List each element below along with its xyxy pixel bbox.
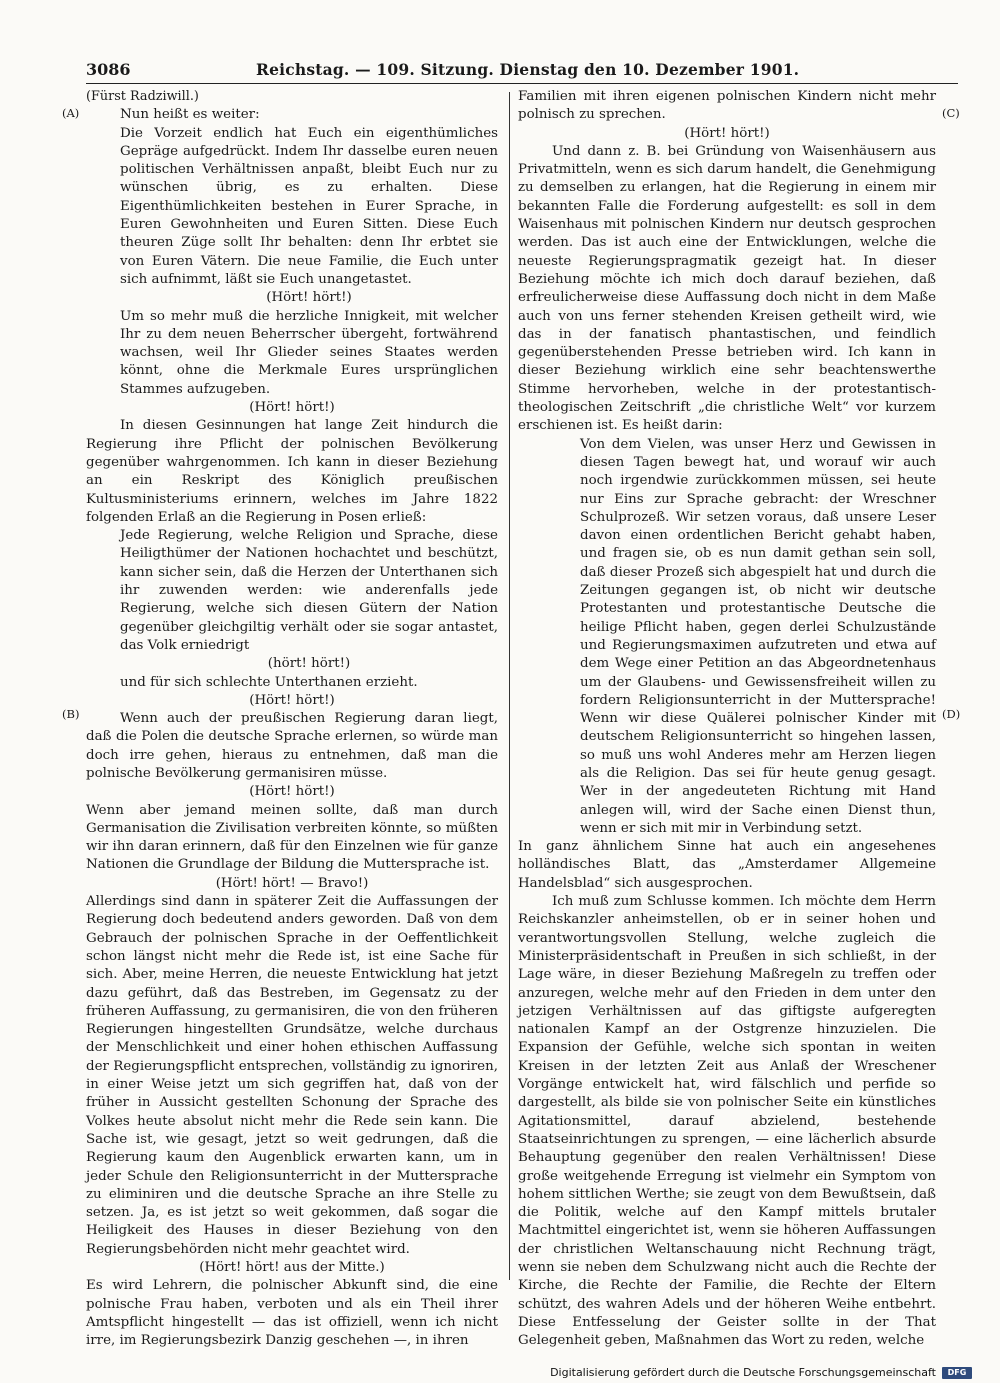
paragraph: In ganz ähnlichem Sinne hat auch ein angesehenes holländisches Blatt, das „Amsterdamer Allgemeine Handelsblad“ sich ausgesprochen. — [518, 839, 936, 891]
left-column — [86, 88, 498, 1350]
page-number: 3086 — [86, 60, 131, 79]
paragraph: In diesen Gesinnungen hat lange Zeit hindurch die Regierung ihre Pflicht der polnischen Bevölkerung gegenüber wahrgenommen. Ich kann in dieser Beziehung an ein Reskript des Königlich preußischen Kultusministeriums erinnern, welches im Jahre 1822 folgenden Erlaß an die Regierung in Posen erließ: — [86, 418, 498, 525]
margin-marker-a: (A) — [62, 106, 80, 120]
paragraph: Ich muß zum Schlusse kommen. Ich möchte dem Herrn Reichskanzler anheimstellen, ob er in seiner hohen und verantwortungsvollen Stellung, welche zugleich die Ministerpräsidentschaft in Preußen in sich schließt, in der Lage wäre, in dieser Beziehung Maßregeln zu treffen oder anzuregen, welche mehr auf den Frieden in dem unter den jetzigen Verhältnissen auf das giftigste aufgeregten nationalen Kampf an der Ostgrenze hinzuzielen. Die Expansion der Gefühle, welche sich spontan in weiten Kreisen in der letzten Zeit aus Anlaß der Wreschener Vorgänge entwickelt hat, wird fälschlich und perfide so dargestellt, als bilde sie von polnischer Seite ein künstliches Agitationsmittel, darauf abzielend, bestehende Staatseinrichtungen zu sprengen, — eine lächerlich absurde Behauptung gegenüber den realen Verhältnissen! Diese große weitgehende Erregung ist vielmehr ein Symptom von hohem sittlichen Werthe; sie zeugt von dem Bewußtsein, daß die Politik, welche auf den Kampf mittels brutaler Machtmittel eingerichtet ist, wenn sie höheren Auffassungen der christlichen Weltanschauung nicht Rechnung trägt, wenn sie neben dem Schulzwang nicht auch die Rechte der Kirche, die Rechte der Familie, die Rechte der Eltern schützt, des wahren Adels und der höheren Weihe entbehrt. Diese Entfesselung der Geister sollte in der That Gelegenheit geben, Maßnahmen das Wort zu reden, welche — [518, 894, 936, 1349]
footer-text: Digitalisierung gefördert durch die Deutsche Forschungsgemeinschaft — [550, 1366, 936, 1379]
quotation: Die Vorzeit endlich hat Euch ein eigenthümliches Gepräge aufgedrückt. Indem Ihr dasselbe euren neuen politischen Verhältnissen anpaßt, bleibt Euch nur zu wünschen übrig, es zu erhalten. Diese Eigenthümlichkeiten bestehen in Eurer Sprache, in Euren Gewohnheiten und Euren Sitten. Diese Euch theuren Züge sollt Ihr behalten: denn Ihr erbtet sie von Euren Vätern. Die neue Familie, die Euch unter sich aufnimmt, läßt sie Euch unangetastet. — [120, 125, 498, 287]
column-divider — [509, 92, 510, 1280]
interjection: (Hört! hört!) — [249, 400, 335, 416]
interjection: (Hört! hört!) — [249, 692, 335, 708]
running-title: Reichstag. — 109. Sitzung. Dienstag den 10. Dezember 1901. — [256, 60, 800, 79]
quotation: Von dem Vielen, was unser Herz und Gewissen in diesen Tagen bewegt hat, und worauf wir auch noch irgendwie zurückkommen müssen, sei heute nur Eins zur Sprache gebracht: der Wreschner Schulprozeß. Wir setzen voraus, daß unsere Leser davon einen ordentlichen Bericht gehabt haben, und fragen sie, ob es nun damit gethan sein soll, daß dieser Prozeß sich abgespielt hat und durch die Zeitungen gegangen ist, ob nicht wir deutsche Protestanten und protestantische Deutsche die heilige Pflicht haben, gegen derlei Schulzustände und Regierungsmaximen aufzutreten und etwa auf dem Wege einer Petition an das Abgeordnetenhaus um der Glaubens- und Gewissensfreiheit willen zu fordern Religionsunterricht in der Muttersprache! Wenn wir diese Quälerei polnischer Kinder mit deutschem Religionsunterricht so hingehen lassen, so muß uns wohl Anderes mehr am Herzen liegen als die Religion. Das sei für heute genug gesagt. Wer in der angedeuteten Richtung mit Hand anlegen will, wird der Sache einen Dienst thun, wenn er sich mit mir in Verbindung setzt. — [580, 436, 936, 836]
quotation: und für sich schlechte Unterthanen erzieht. — [120, 674, 418, 690]
interjection: (Hört! hört! — Bravo!) — [215, 875, 369, 891]
paragraph: Wenn auch der preußischen Regierung daran liegt, daß die Polen die deutsche Sprache erlernen, so würde man doch irre gehen, hieraus zu entnehmen, daß man die polnische Bevölkerung germanisiren müsse. — [86, 711, 498, 781]
margin-marker-d: (D) — [942, 707, 961, 721]
footer-credit — [550, 1366, 972, 1379]
paragraph: Familien mit ihren eigenen polnischen Kindern nicht mehr polnisch zu sprechen. — [518, 89, 936, 123]
margin-marker-b: (B) — [62, 707, 80, 721]
paragraph: Und dann z. B. bei Gründung von Waisenhäusern aus Privatmitteln, wenn es sich darum handelt, die Genehmigung zu demselben zu erlangen, hat die Regierung in einem mir bekannten Falle die Forderung aufgestellt: es soll in dem Waisenhaus mit polnischen Kindern nur deutsch gesprochen werden. Das ist auch eine der Entwicklungen, welche die neueste Regierungspragmatik gezeigt hat. In dieser Beziehung möchte ich mich doch darauf beziehen, daß erfreulicherweise diese Auffassung doch nicht in dem Maße auch von uns ferner stehenden Kreisen getheilt wird, wie das in der fanatisch phantastischen, und feindlich gegenüberstehenden Presse betrieben wird. Ich kann in dieser Beziehung wirklich eine sehr beachtenswerthe Stimme hervorheben, welche in der protestantisch-theologischen Zeitschrift „die christliche Welt“ vor kurzem erschienen ist. Es heißt darin: — [518, 143, 936, 434]
dfg-logo: DFG — [942, 1367, 972, 1379]
quotation: Um so mehr muß die herzliche Innigkeit, mit welcher Ihr zu dem neuen Beherrscher übergeht, fortwährend wachsen, weil Ihr Glieder seines Staates werden könnt, ohne die Merkmale Eures ursprünglichen Stammes aufzugeben. — [120, 308, 498, 397]
speaker-note: (Fürst Radziwill.) — [86, 89, 199, 104]
header-rule — [86, 83, 958, 84]
interjection: (Hört! hört! aus der Mitte.) — [199, 1260, 385, 1275]
margin-marker-c: (C) — [942, 106, 960, 120]
paragraph: Allerdings sind dann in späterer Zeit die Auffassungen der Regierung doch bedeutend anders geworden. Daß von dem Gebrauch der polnischen Sprache in der Oeffentlichkeit schon längst nicht mehr die Rede ist, ist eine Sache für sich. Aber, meine Herren, die neueste Entwicklung hat jetzt dazu geführt, daß das Bestreben, im Gegensatz zu der früheren Auffassung, zu germanisiren, die von den früheren Regierungen hingestellten Grundsätze, welche durchaus der Menschlichkeit und einer hohen ethischen Auffassung der Regierungspflicht entsprechen, vollständig zu ignoriren, in einer Weise jetzt um sich gegriffen hat, daß von der früher in Aussicht gestellten Schonung der Sprache des Volkes heute absolut nicht mehr die Rede sein kann. Die Sache ist, wie gesagt, jetzt so weit gedrungen, daß die Regierung kaum den Augenblick erwarten kann, um in jeder Schule den Religionsunterricht in der Muttersprache zu eliminiren und die deutsche Sprache an ihre Stelle zu setzen. Ja, es ist jetzt so weit gekommen, daß sogar die Heiligkeit des Hauses in dieser Beziehung von den Regierungsbehörden nicht mehr geachtet wird. — [86, 894, 498, 1257]
interjection: (Hört! hört!) — [249, 784, 335, 800]
interjection: (hört! hört!) — [267, 656, 351, 672]
paragraph: Nun heißt es weiter: — [120, 107, 260, 123]
paragraph: Es wird Lehrern, die polnischer Abkunft sind, die eine polnische Frau haben, verboten und als ein Theil ihrer Amtspflicht hingestellt — das ist offiziell, wenn ich nicht irre, im Regierungsbezirk Danzig geschehen —, in ihren — [86, 1278, 498, 1349]
interjection: (Hört! hört!) — [684, 125, 770, 141]
interjection: (Hört! hört!) — [266, 290, 352, 306]
paragraph: Wenn aber jemand meinen sollte, daß man durch Germanisation die Zivilisation verbreiten könnte, so müßten wir ihn daran erinnern, daß für den Einzelnen wie für ganze Nationen die Grundlage der Bildung die Muttersprache ist. — [86, 802, 498, 873]
page-header — [86, 60, 966, 82]
right-column — [518, 88, 936, 1350]
quotation: Jede Regierung, welche Religion und Sprache, diese Heiligthümer der Nationen hochachtet und beschützt, kann sicher sein, daß die Herzen der Unterthanen sich ihr zuwenden werden: wie anderenfalls jede Regierung, welche sich diesen Gütern der Nation gegenüber gleichgiltig verhält oder sie sogar antastet, das Volk erniedrigt — [120, 528, 498, 653]
